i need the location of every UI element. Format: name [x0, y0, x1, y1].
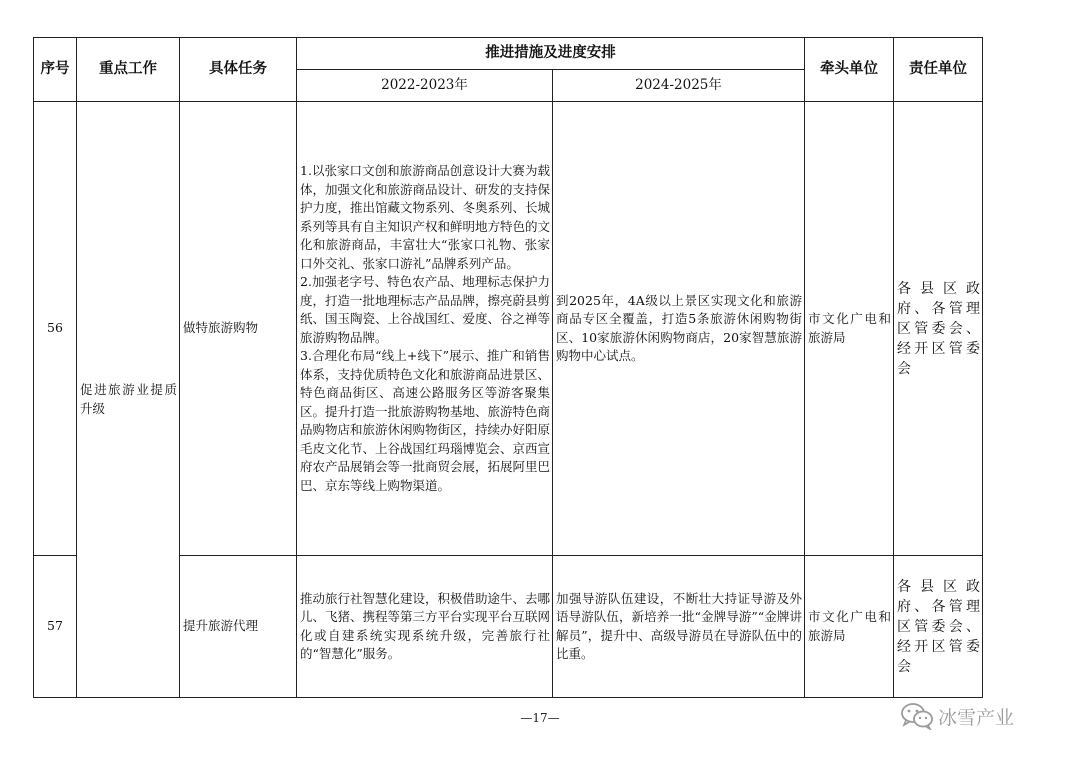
task-table — [33, 37, 983, 698]
page-number: —17— — [520, 711, 560, 725]
measures-2024-2025: 加强导游队伍建设，不断壮大持证导游及外语导游队伍，新培养一批“金牌导游”“金牌讲解员”，提升中、高级导游员在导游队伍中的比重。 — [553, 556, 805, 698]
key-work-label: 促进旅游业提质升级 — [80, 382, 177, 416]
header-key-work: 重点工作 — [77, 38, 180, 102]
measures-2024-2025: 到2025年，4A级以上景区实现文化和旅游商品专区全覆盖，打造5条旅游休闲购物街区、10家旅游休闲购物商店，20家智慧旅游购物中心试点。 — [553, 102, 805, 556]
wechat-icon — [900, 702, 934, 730]
task-name: 提升旅游代理 — [180, 556, 297, 698]
key-work-cell — [77, 102, 180, 698]
table-row — [34, 102, 983, 556]
measures-2022-2023: 1.以张家口文创和旅游商品创意设计大赛为载体，加强文化和旅游商品设计、研发的支持保护力度，推出馆藏文物系列、冬奥系列、长城系列等具有自主知识产权和鲜明地方特色的文化和旅游商品，丰富壮大“张家口礼物、张家口外交礼、张家口游礼”品牌系列产品。 2.加强老字号、特色农产品、地理标志保护力度，打造一批地理标志产品品牌，擦亮蔚县剪纸、国玉陶瓷、上谷战国红、爱度、谷之禅等旅游购物品牌。 3.合理化布局“线上+线下”展示、推广和销售体系，支持优质特色文化和旅游商品进景区、特色商品街区、高速公路服务区等游客聚集区。提升打造一批旅游购物基地、旅游特色商品购物店和旅游休闲购物街区，持续办好阳原毛皮文化节、上谷战国红玛瑙博览会、京西宣府农产品展销会等一批商贸会展，拓展阿里巴巴、京东等线上购物渠道。 — [297, 102, 553, 556]
responsible-unit: 各县区政府、各管理区管委会、经开区管委会 — [894, 102, 983, 556]
watermark — [900, 698, 1014, 734]
measures-2022-2023: 推动旅行社智慧化建设，积极借助途牛、去哪儿、飞猪、携程等第三方平台实现平台互联网化或自建系统实现系统升级，完善旅行社的“智慧化”服务。 — [297, 556, 553, 698]
header-lead: 牵头单位 — [805, 38, 894, 102]
header-resp: 责任单位 — [894, 38, 983, 102]
task-name: 做特旅游购物 — [180, 102, 297, 556]
lead-unit: 市文化广电和旅游局 — [805, 556, 894, 698]
row-number: 56 — [34, 102, 77, 556]
row-number: 57 — [34, 556, 77, 698]
header-period-2022-2023: 2022-2023年 — [297, 70, 553, 102]
header-task: 具体任务 — [180, 38, 297, 102]
header-measures: 推进措施及进度安排 — [297, 38, 805, 70]
responsible-unit: 各县区政府、各管理区管委会、经开区管委会 — [894, 556, 983, 698]
watermark-text: 冰雪产业 — [938, 706, 1015, 729]
header-period-2024-2025: 2024-2025年 — [553, 70, 805, 102]
lead-unit: 市文化广电和旅游局 — [805, 102, 894, 556]
header-no: 序号 — [34, 38, 77, 102]
